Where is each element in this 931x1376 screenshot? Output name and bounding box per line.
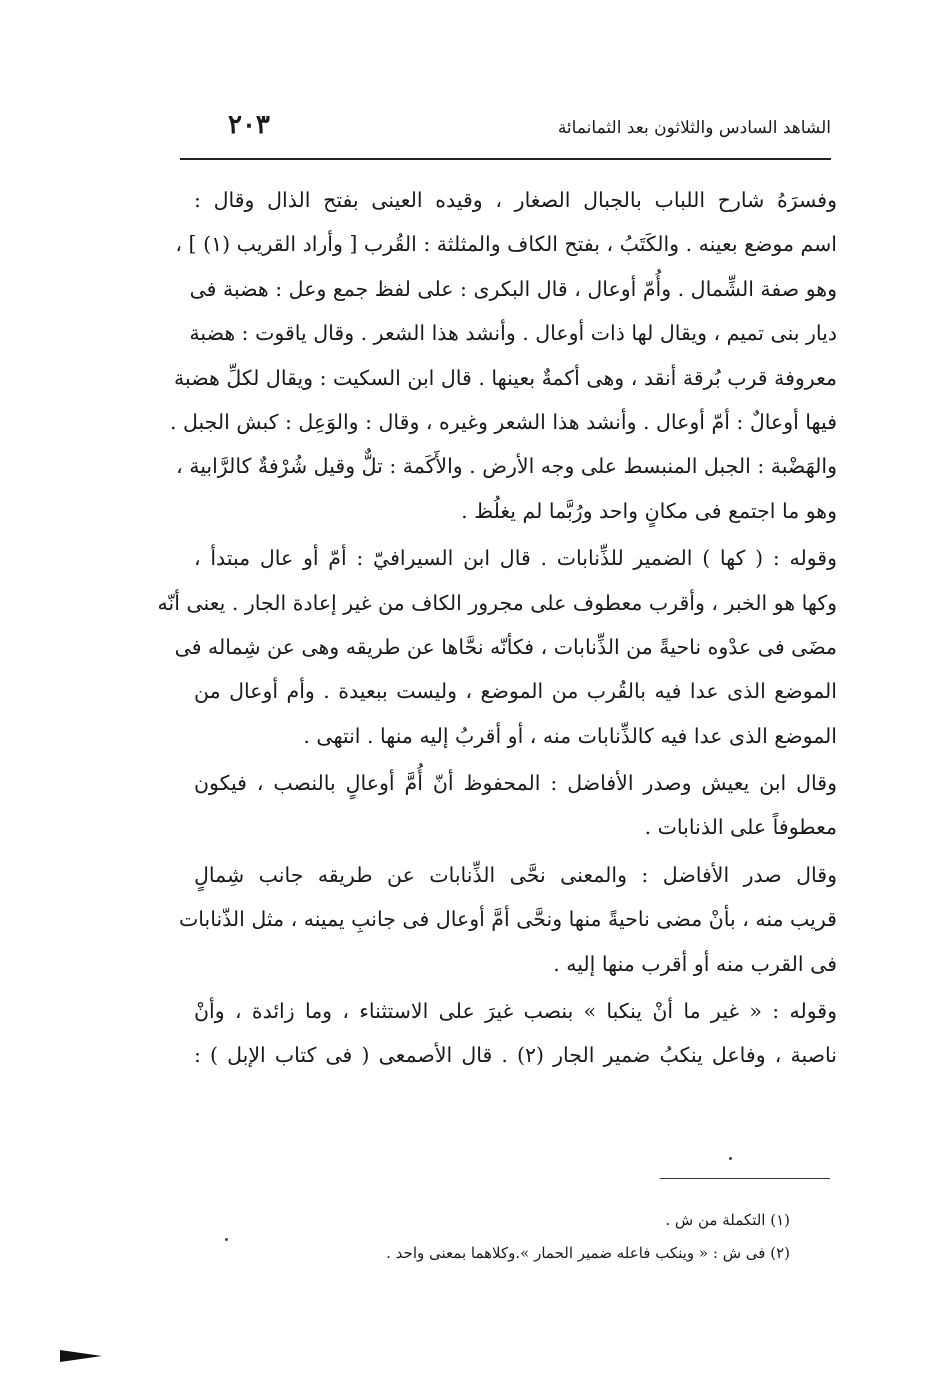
paragraph-2 [157, 536, 837, 758]
text-line: وقال ابن يعيش وصدر الأفاضل : المحفوظ أنّ أُمَّ أوعالٍ بالنصب ، فيكون [194, 771, 837, 796]
text-line: قريب منه ، بأنْ مضى ناحيةً منها ونحَّى أمَّ أوعال فى جانبِ يمينه ، مثل الذّنابات [178, 907, 837, 932]
text-line: معروفة قرب بُرقة أنقد ، وهى أكمةٌ بعينها . قال ابن السكيت : ويقال لكلِّ هضبة [174, 365, 837, 390]
running-title: الشاهد السادس والثلاثون بعد الثمانمائة [557, 118, 831, 138]
text-line: ناصبة ، وفاعل ينكبُ ضمير الجار (٢) . قال الأصمعى ( فى كتاب الإبل ) : [194, 1043, 837, 1068]
page-number: ٢٠٣ [228, 110, 270, 140]
text-line: وفسرَهُ شارح اللباب بالجبال الصغار ، وقيده العينى بفتح الذال وقال : [194, 188, 837, 212]
ink-speck [729, 1157, 732, 1160]
text-line: مضَى فى عدْوه ناحيةً من الذِّنابات ، فكأنّه نحَّاها عن طريقه وهى عن شِماله فى [174, 634, 837, 659]
paragraph-5 [194, 989, 837, 1078]
text-line: الموضع الذى عدا فيه كالذِّنابات منه ، أو أقربُ إليه منها . انتهى . [303, 723, 837, 748]
page-corner-mark [60, 1350, 102, 1362]
ink-speck [225, 1238, 228, 1241]
text-line: اسم موضع بعينه . والكَتَبُ ، بفتح الكاف والمثلثة : القُرب [ وأراد القريب (١) ] ، [175, 232, 837, 257]
text-line: وهو صفة الشِّمال . وأُمّ أوعال ، قال البكرى : على لفظ جمع وعل : هضبة فى [189, 276, 837, 301]
header-rule [180, 158, 831, 160]
text-line: فيها أوعالٌ : أمّ أوعال . وأنشد هذا الشعر وغيره ، وقال : والوَعِل : كبش الجبل . [169, 409, 837, 434]
footnote-rule [660, 1178, 830, 1179]
page-header [180, 110, 831, 154]
paragraph-3 [194, 761, 837, 850]
paragraph-4 [178, 853, 837, 986]
footnote-2: (٢) فى ش : « وينكب فاعله ضمير الحمار ».وكلاهما بمعنى واحد . [386, 1244, 790, 1262]
text-line: والهَضْبة : الجبل المنبسط على وجه الأرض . والأَكَمة : تلٌّ وقيل شُرْفةٌ كالرَّابية ، [176, 454, 837, 479]
text-line: وكها هو الخبر ، وأقرب معطوف على مجرور الكاف من غير إعادة الجار . يعنى أنّه [157, 590, 837, 615]
text-line: وقوله : ( كها ) الضمير للذِّنابات . قال ابن السيرافيّ : أمّ أو عال مبتدأ ، [194, 546, 837, 571]
text-line: وهو ما اجتمع فى مكانٍ واحد ورُبَّما لم يغلُظ . [461, 498, 837, 523]
footnotes [300, 1204, 790, 1270]
text-line: وقوله : « غير ما أنْ ينكبا » بنصب غيرَ على الاستثناء ، وما زائدة ، وأنْ [194, 999, 837, 1024]
footnote-1: (١) التكملة من ش . [665, 1211, 790, 1229]
text-line: وقال صدر الأفاضل : والمعنى نحَّى الذِّنابات عن طريقه جانب شِمالٍ [194, 862, 837, 887]
text-line: معطوفاً على الذنابات . [644, 815, 837, 840]
text-line: فى القرب منه أو أقرب منها إليه . [553, 951, 837, 976]
paragraph-1 [169, 178, 837, 533]
text-line: الموضع الذى عدا فيه بالقُرب من الموضع ، وليست ببعيدة . وأم أوعال من [194, 679, 837, 704]
main-text [157, 178, 837, 1078]
text-line: ديار بنى تميم ، ويقال لها ذات أوعال . وأنشد هذا الشعر . وقال ياقوت : هضبة [189, 321, 837, 346]
